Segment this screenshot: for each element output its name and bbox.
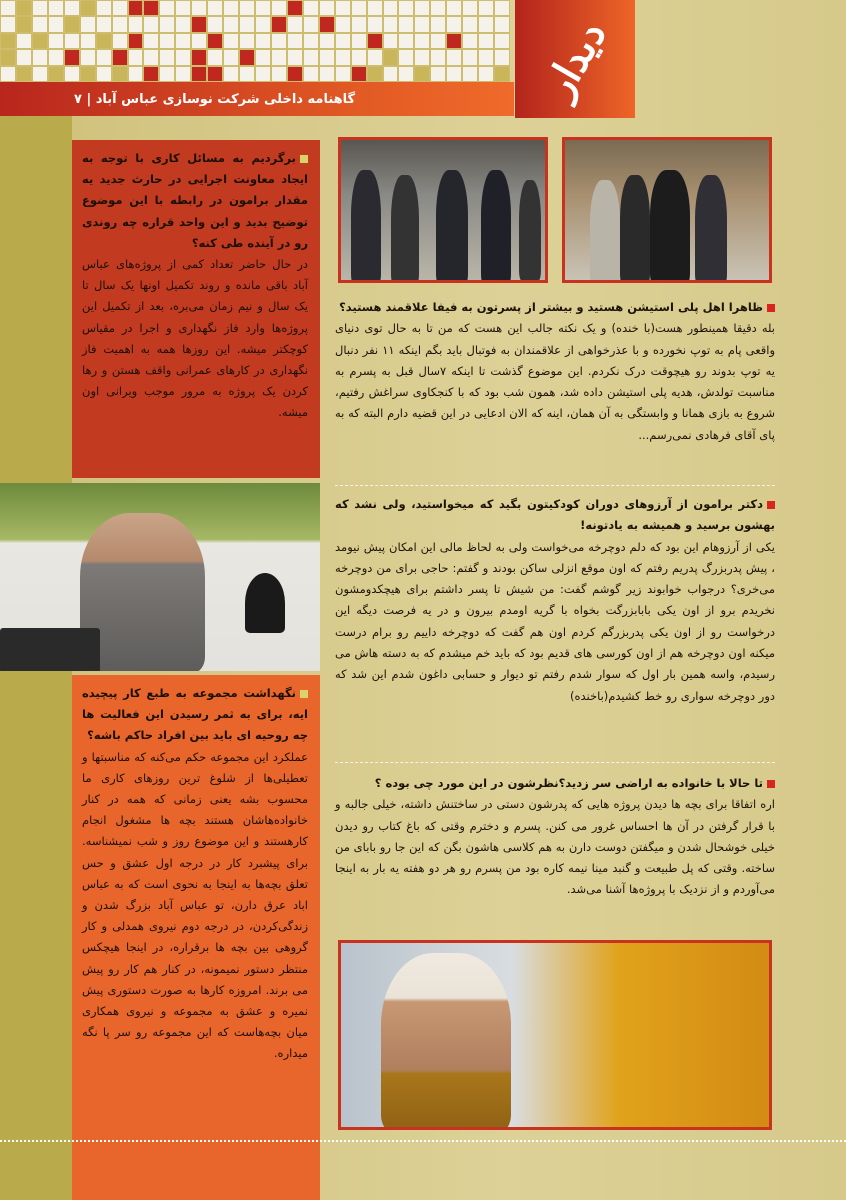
grid-cell	[256, 67, 270, 81]
grid-cell	[224, 50, 238, 64]
grid-cell	[17, 50, 31, 64]
grid-cell	[463, 34, 477, 48]
grid-cell	[415, 67, 429, 81]
grid-cell	[97, 34, 111, 48]
grid-cell	[176, 50, 190, 64]
grid-cell	[479, 17, 493, 31]
grid-cell	[384, 67, 398, 81]
grid-cell	[17, 34, 31, 48]
grid-cell	[224, 67, 238, 81]
grid-cell	[129, 17, 143, 31]
grid-cell	[352, 50, 366, 64]
grid-cell	[415, 34, 429, 48]
header-bar	[0, 82, 514, 116]
grid-cell	[495, 1, 509, 15]
grid-cell	[272, 1, 286, 15]
grid-cell	[495, 34, 509, 48]
grid-cell	[81, 50, 95, 64]
grid-cell	[1, 67, 15, 81]
grid-cell	[384, 17, 398, 31]
grid-cell	[479, 34, 493, 48]
grid-cell	[495, 50, 509, 64]
grid-cell	[240, 50, 254, 64]
grid-cell	[1, 50, 15, 64]
grid-cell	[431, 34, 445, 48]
grid-cell	[384, 1, 398, 15]
question-text: تا حالا با خانواده به اراضی سر زدید؟نظرشون در این مورد چی بوده ؟	[374, 776, 763, 790]
question-text: برگردیم به مسائل کاری با توجه به ایجاد معاونت اجرایی در حارث جدید یه مقدار برامون در رابطه با این موضوع توضیح بدید و این واحد قراره چه روندی رو در آینده طی کنه؟	[82, 151, 308, 250]
grid-cell	[33, 34, 47, 48]
grid-cell	[399, 34, 413, 48]
interview-section-childhood	[335, 494, 775, 707]
grid-cell	[272, 17, 286, 31]
question-text: دکتر برامون از آرزوهای دوران کودکیتون بگید که میخواستید، ولی نشد که بهشون برسید و همیشه به یادتونه!	[335, 497, 775, 533]
grid-cell	[272, 50, 286, 64]
grid-cell	[288, 34, 302, 48]
grid-cell	[463, 1, 477, 15]
grid-cell	[495, 17, 509, 31]
bottom-dotted-line	[0, 1140, 846, 1142]
grid-cell	[208, 50, 222, 64]
grid-cell	[17, 1, 31, 15]
grid-cell	[144, 1, 158, 15]
grid-cell	[192, 1, 206, 15]
grid-cell	[272, 34, 286, 48]
grid-cell	[320, 17, 334, 31]
grid-cell	[479, 67, 493, 81]
grid-cell	[160, 1, 174, 15]
grid-cell	[352, 1, 366, 15]
grid-cell	[431, 1, 445, 15]
grid-cell	[336, 34, 350, 48]
grid-cell	[129, 34, 143, 48]
grid-cell	[352, 17, 366, 31]
grid-cell	[160, 67, 174, 81]
interview-section-playstation	[335, 297, 775, 446]
grid-cell	[384, 50, 398, 64]
grid-cell	[399, 67, 413, 81]
grid-cell	[256, 1, 270, 15]
grid-cell	[224, 1, 238, 15]
grid-cell	[33, 1, 47, 15]
grid-cell	[368, 67, 382, 81]
grid-cell	[447, 34, 461, 48]
grid-cell	[208, 17, 222, 31]
grid-cell	[431, 17, 445, 31]
bullet-square-icon	[767, 304, 775, 312]
grid-cell	[49, 50, 63, 64]
decorative-header-grid	[0, 0, 510, 82]
grid-cell	[304, 1, 318, 15]
grid-cell	[415, 1, 429, 15]
logo-text: دیدار	[534, 12, 616, 106]
grid-cell	[479, 50, 493, 64]
grid-cell	[113, 34, 127, 48]
grid-cell	[224, 17, 238, 31]
grid-cell	[368, 50, 382, 64]
grid-cell	[240, 17, 254, 31]
grid-cell	[368, 1, 382, 15]
grid-cell	[463, 50, 477, 64]
magazine-issue-line: گاهنامه داخلی شرکت نوسازی عباس آباد | ۷	[74, 91, 356, 107]
grid-cell	[33, 50, 47, 64]
grid-cell	[1, 17, 15, 31]
question-text: ظاهرا اهل پلی استیشن هستید و بیشتر از پسرتون به فیفا علاقمند هستید؟	[339, 300, 763, 314]
grid-cell	[176, 67, 190, 81]
sidebar-box-team	[72, 675, 320, 1200]
grid-cell	[399, 17, 413, 31]
answer-text: بله دقیقا همینطور هست(با خنده) و یک نکته جالب این هست که من تا به حال توی دنیای واقعی پام به توپ نخورده و با عذرخواهی از علاقمندان به فوتبال باید بگم اینکه ۱۱ نفر دنبال یه توپ بدوند رو هیچوقت درک نکردم. این موضوع گذشت تا اینکه ۷سال قبل به پسرم به مناسبت تولدش، هدیه پلی استیشن داده شد، همون شب بود که با کنجکاوی سراغش رفتیم، شروع به بازی همانا و وابستگی به آن همان، اینه که الان ادعایی در این قضیه دارم البته که به پای آقای فرهادی نمی‌رسم...	[335, 321, 775, 442]
grid-cell	[304, 17, 318, 31]
grid-cell	[224, 34, 238, 48]
section-divider	[335, 485, 775, 486]
grid-cell	[368, 17, 382, 31]
grid-cell	[17, 67, 31, 81]
grid-cell	[113, 67, 127, 81]
grid-cell	[144, 67, 158, 81]
grid-cell	[463, 67, 477, 81]
grid-cell	[336, 1, 350, 15]
grid-cell	[256, 34, 270, 48]
grid-cell	[352, 67, 366, 81]
grid-cell	[176, 34, 190, 48]
grid-cell	[447, 67, 461, 81]
grid-cell	[415, 50, 429, 64]
grid-cell	[81, 34, 95, 48]
grid-cell	[97, 67, 111, 81]
grid-cell	[320, 50, 334, 64]
grid-cell	[336, 67, 350, 81]
grid-cell	[113, 50, 127, 64]
photo-man-with-cap	[338, 940, 772, 1130]
grid-cell	[320, 1, 334, 15]
answer-text: اره اتفاقا برای بچه ها دیدن پروژه هایی که پدرشون دستی در ساختنش داشته، خیلی جالبه و با قرار گرفتن در آن ها احساس غرور می کنن. پسرم و دخترم وقتی که باغ کتاب رو دیدن خیلی خوشحال شدن و میگفتن دوست دارن به هم کلاسی هاشون بگن که این جا رو بابای من ساخته. وقتی که پل طبیعت و گنبد مینا نیمه کاره بود من پسرم رو هر دو هفته یه بار به اینجا می‌آوردم و از نزدیک با پروژه‌ها آشنا می‌شد.	[335, 797, 775, 897]
grid-cell	[81, 67, 95, 81]
grid-cell	[192, 34, 206, 48]
grid-cell	[65, 34, 79, 48]
grid-cell	[49, 34, 63, 48]
grid-cell	[97, 50, 111, 64]
photo-group-walking	[338, 137, 548, 283]
grid-cell	[144, 34, 158, 48]
grid-cell	[65, 17, 79, 31]
bullet-square-icon	[767, 501, 775, 509]
bullet-square-icon	[300, 155, 308, 163]
bullet-square-icon	[300, 690, 308, 698]
section-divider	[335, 762, 775, 763]
grid-cell	[33, 17, 47, 31]
grid-cell	[368, 34, 382, 48]
interview-section-family	[335, 773, 775, 901]
grid-cell	[240, 1, 254, 15]
grid-cell	[447, 1, 461, 15]
grid-cell	[320, 34, 334, 48]
grid-cell	[129, 67, 143, 81]
grid-cell	[65, 1, 79, 15]
grid-cell	[97, 17, 111, 31]
grid-cell	[144, 50, 158, 64]
grid-cell	[192, 17, 206, 31]
grid-cell	[208, 67, 222, 81]
grid-cell	[192, 67, 206, 81]
grid-cell	[176, 1, 190, 15]
grid-cell	[113, 17, 127, 31]
grid-cell	[431, 50, 445, 64]
grid-cell	[160, 34, 174, 48]
grid-cell	[447, 17, 461, 31]
question-text: نگهداشت مجموعه به طبع کار پیچیده ایه، برای به ثمر رسیدن این فعالیت ها چه روحیه ای باید بین افراد حاکم باشه؟	[82, 686, 308, 743]
grid-cell	[384, 34, 398, 48]
grid-cell	[33, 67, 47, 81]
answer-text: عملکرد این مجموعه حکم می‌کنه که مناسبتها و تعطیلی‌ها از شلوغ ترین روزهای کاری ما محسوب بشه یعنی زمانی که همه در کنار خانواده‌هاشان هستند بچه ها مشغول انجام کارهستند و این موضوع روز و شب نمیشناسه. برای پیشبرد کار در درجه اول عشق و حس تعلق بچه‌ها به اینجا به نحوی است که به عباس اباد عرق دارن، تو عباس آباد بزرگ شدن و زندگی‌کردن، در درجه دوم نیروی همدلی و کار گروهی بین بچه ها برقراره، در اینجا هیچکس منتظر دستور نمیمونه، در کنار هم کار رو پیش می برند. امروزه کارها به صورت دستوری پیش نمیره و عشق به مجموعه و نیروی همکاری میان بچه‌هاست که این مجموعه رو سر پا نگه میداره.	[82, 749, 308, 1061]
grid-cell	[208, 34, 222, 48]
grid-cell	[447, 50, 461, 64]
answer-text: یکی از آرزوهام این بود که دلم دوچرخه می‌خواست ولی به لحاظ مالی این امکان پیش نیومد ، پیش پدربزرگ پدریم رفتم که اون موقع انزلی ساکن بودند و گفتم: حاجی برای من دوچرخه می‌خری؟ درجواب خوابوند زیر گوشم گفت: من شیش تا پسر داشتم برای هیچکدومشون نخریدم برو از اون یکی بابابزرگت بخواه با گریه اومدم بیرون و در یه فرصت دیگه این درخواست رو از اون یکی پدربزرگم کردم اون هم گفت که دوچرخه داییم رو برام درست میکنه اون دوچرخه هم از اون کورسی های قدیم بود که باید خم میشدم که به دسته هاش می رسیدم، واسه همین بار اول که سوار شدم رفتم تو دیوار و حسابی داغون شدم این شد که دور دوچرخه سواری رو خط کشیدم(باخنده)	[335, 539, 775, 703]
grid-cell	[240, 34, 254, 48]
grid-cell	[288, 17, 302, 31]
grid-cell	[240, 67, 254, 81]
grid-cell	[1, 34, 15, 48]
grid-cell	[288, 50, 302, 64]
grid-cell	[288, 67, 302, 81]
grid-cell	[97, 1, 111, 15]
grid-cell	[160, 50, 174, 64]
bullet-square-icon	[767, 780, 775, 788]
grid-cell	[495, 67, 509, 81]
grid-cell	[304, 34, 318, 48]
grid-cell	[81, 1, 95, 15]
grid-cell	[320, 67, 334, 81]
grid-cell	[129, 50, 143, 64]
grid-cell	[304, 67, 318, 81]
grid-cell	[176, 17, 190, 31]
grid-cell	[49, 17, 63, 31]
grid-cell	[65, 67, 79, 81]
grid-cell	[431, 67, 445, 81]
grid-cell	[17, 17, 31, 31]
grid-cell	[256, 17, 270, 31]
grid-cell	[399, 1, 413, 15]
grid-cell	[81, 17, 95, 31]
logo	[515, 0, 635, 118]
grid-cell	[208, 1, 222, 15]
grid-cell	[160, 17, 174, 31]
answer-text: در حال حاضر تعداد کمی از پروژه‌های عباس آباد باقی مانده و روند تکمیل اونها یک سال تا یک سال و نیم زمان می‌بره، بعد از تکمیل این پروژه‌ها وارد فاز نگهداری و اجرا در مقیاس کوچکتر میشه. این روزها همه به اهمیت فاز نگهداری در کارهای عمرانی واقف هستن و رها کردن یک پروژه به مرور موجب ویرانی اون میشه.	[82, 257, 308, 420]
grid-cell	[1, 1, 15, 15]
grid-cell	[415, 17, 429, 31]
grid-cell	[256, 50, 270, 64]
grid-cell	[304, 50, 318, 64]
photo-man-at-desk	[0, 483, 320, 671]
grid-cell	[399, 50, 413, 64]
grid-cell	[65, 50, 79, 64]
grid-cell	[272, 67, 286, 81]
grid-cell	[49, 67, 63, 81]
grid-cell	[479, 1, 493, 15]
grid-cell	[144, 17, 158, 31]
grid-cell	[336, 50, 350, 64]
grid-cell	[352, 34, 366, 48]
sidebar-box-work	[72, 140, 320, 478]
grid-cell	[288, 1, 302, 15]
photo-group-standing	[562, 137, 772, 283]
grid-cell	[49, 1, 63, 15]
grid-cell	[336, 17, 350, 31]
grid-cell	[129, 1, 143, 15]
grid-cell	[113, 1, 127, 15]
grid-cell	[192, 50, 206, 64]
grid-cell	[463, 17, 477, 31]
